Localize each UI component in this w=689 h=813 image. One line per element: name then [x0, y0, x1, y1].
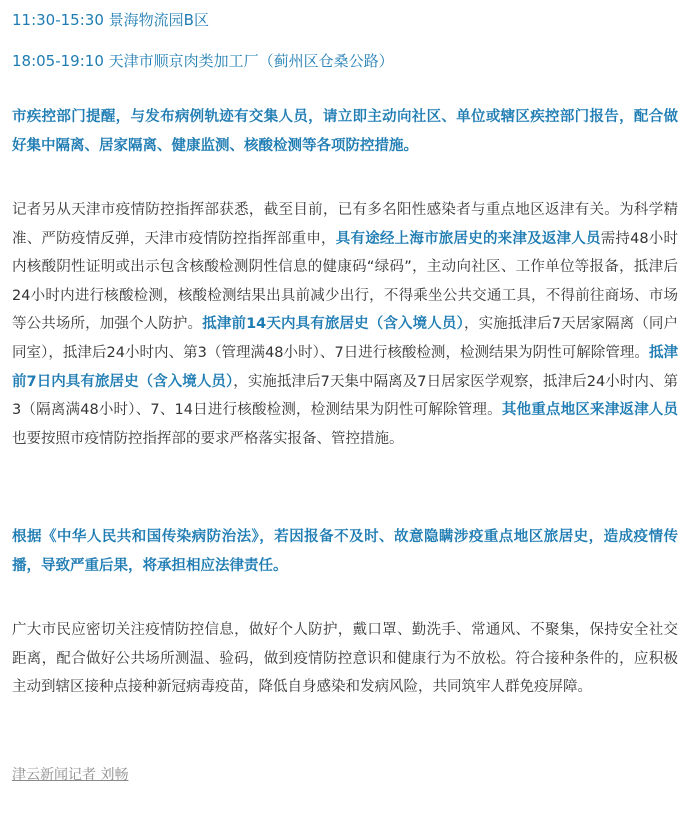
schedule-line-1 [12, 8, 209, 32]
schedule-line-2 [12, 49, 394, 73]
other-regions-highlight: 其他重点地区来津返津人员 [501, 402, 679, 419]
shanghai-travel-highlight: 具有途经上海市旅居史的来津及返津人员 [335, 230, 601, 247]
policy-text: ，实施抵津后7天集中隔离及7日居家医学观察，抵津后24小时内、第3（隔离满48小时）、7、14日进行核酸检测，检测结果为阴性可解除管理。 [12, 373, 678, 419]
policy-text: 需持48小时内核酸阴性证明或出示包含核酸检测阴性信息的健康码“绿码”，主动向社区、工作单位等报备，抵津后24小时内进行核酸检测，核酸检测结果出具前减少出行，不得乘坐公共交通工具，不得前往商场、市场等公共场所，加强个人防护。 [12, 230, 679, 333]
policy-text: 记者另从天津市疫情防控指挥部获悉，截至目前，已有多名阳性感染者与重点地区返津有关。为科学精准、严防疫情反弹，天津市疫情防控指挥部重申， [12, 202, 678, 247]
legal-warning-paragraph: 根据《中华人民共和国传染病防治法》，若因报备不及时、故意隐瞒涉疫重点地区旅居史，造成疫情传播，导致严重后果，将承担相应法律责任。 [12, 529, 678, 574]
schedule-place: 景海物流园B区 [108, 11, 209, 29]
schedule-place: 天津市顺京肉类加工厂（蓟州区仓桑公路） [108, 52, 394, 70]
reporter-credit-link[interactable]: 津云新闻记者 刘畅 [12, 767, 129, 783]
advice-paragraph: 广大市民应密切关注疫情防控信息，做好个人防护，戴口罩、勤洗手、常通风、不聚集，保持安全社交距离，配合做好公共场所测温、验码，做到疫情防控意识和健康行为不放松。符合接种条件的，应积极主动到辖区接种点接种新冠病毒疫苗，降低自身感染和发病风险，共同筑牢人群免疫屏障。 [12, 622, 678, 696]
14-day-highlight: 抵津前14天内具有旅居史（含入境人员） [202, 316, 464, 333]
schedule-time: 11:30-15:30 [12, 11, 104, 29]
schedule-time: 18:05-19:10 [12, 52, 104, 70]
notice-paragraph: 市疾控部门提醒，与发布病例轨迹有交集人员，请立即主动向社区、单位或辖区疾控部门报告，配合做好集中隔离、居家隔离、健康监测、核酸检测等各项防控措施。 [12, 109, 678, 154]
7-day-highlight: 抵津前7日内具有旅居史（含入境人员） [12, 344, 678, 390]
policy-text: 也要按照市疫情防控指挥部的要求严格落实报备、管控措施。 [12, 430, 404, 447]
policy-paragraph [12, 196, 678, 453]
policy-text: ，实施抵津后7天居家隔离（同户同室），抵津后24小时内、第3（管理满48小时）、7日进行核酸检测，检测结果为阴性可解除管理。 [12, 316, 678, 361]
